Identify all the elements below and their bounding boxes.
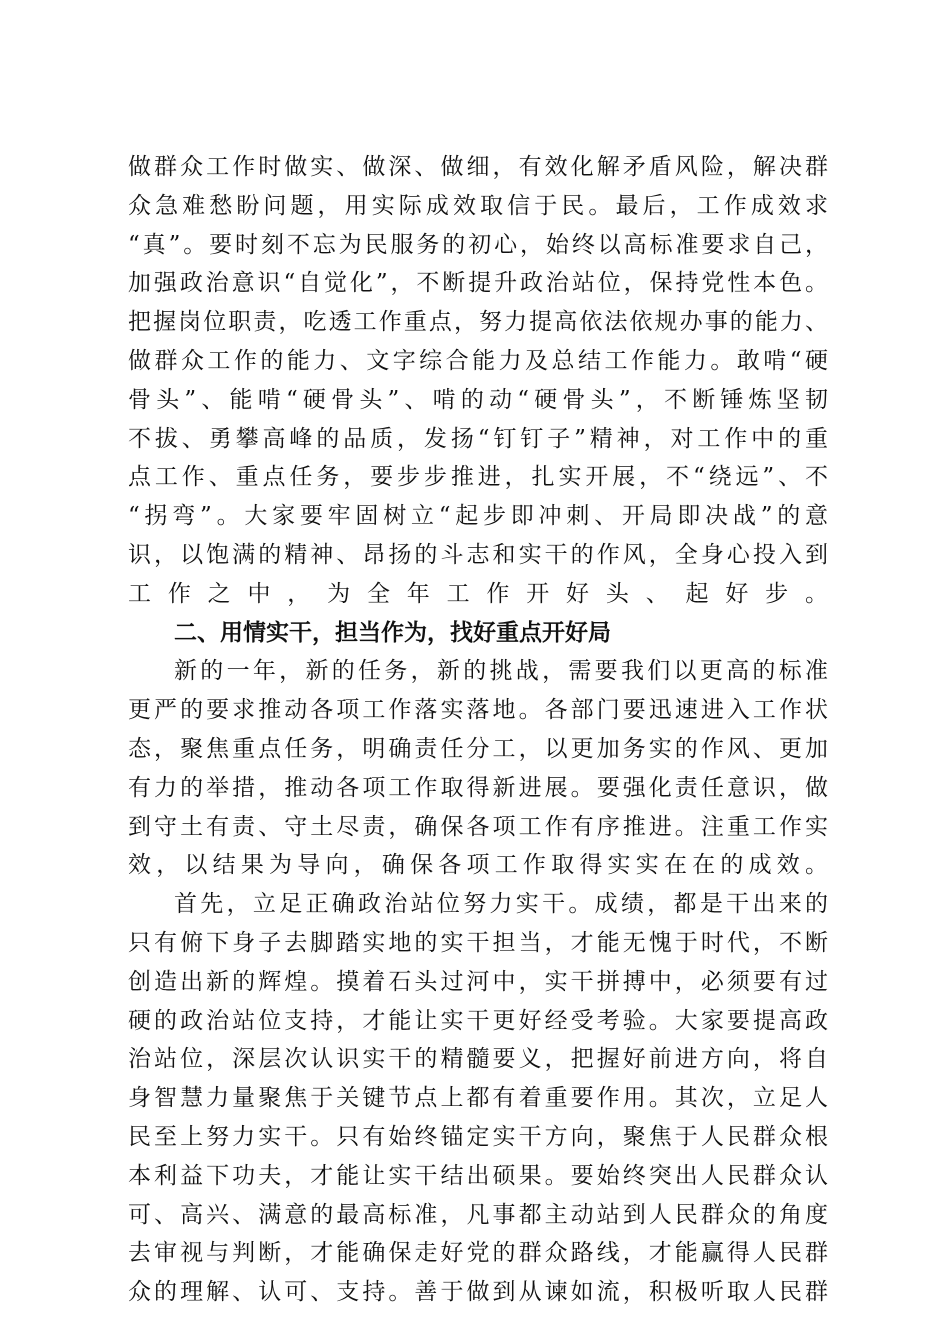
text-line: 众急难愁盼问题，用实际成效取信于民。最后，工作成效求: [128, 192, 833, 219]
text-line: “真”。要时刻不忘为民服务的初心，始终以高标准要求自己，: [128, 231, 831, 258]
text-line: 不拔、勇攀高峰的品质，发扬“钉钉子”精神，对工作中的重: [128, 425, 832, 452]
text-line: 识，以饱满的精神、昂扬的斗志和实干的作风，全身心投入到: [128, 541, 832, 568]
text-line: 态，聚焦重点任务，明确责任分工，以更加务实的作风、更加: [128, 735, 832, 762]
paragraph-new-year: [128, 652, 832, 885]
text-line: “拐弯”。大家要牢固树立“起步即冲刺、开局即决战”的意: [128, 503, 833, 530]
text-line: 新的一年，新的任务，新的挑战，需要我们以更高的标准: [174, 658, 832, 685]
paragraph-first: [128, 885, 832, 1312]
text-line: 点工作、重点任务，要步步推进，扎实开展，不“绕远”、不: [128, 464, 832, 491]
paragraph-continued: [128, 148, 834, 614]
text-line: 效，以结果为导向，确保各项工作取得实实在在的成效。: [128, 852, 828, 879]
section-heading: 二、用情实干，担当作为，找好重点开好局: [174, 619, 611, 646]
text-line: 众的理解、认可、支持。善于做到从谏如流，积极听取人民群: [128, 1279, 832, 1306]
document-body: [128, 148, 834, 1312]
text-line: 本利益下功夫，才能让实干结出硕果。要始终突出人民群众认: [128, 1162, 832, 1189]
text-line: 有力的举措，推动各项工作取得新进展。要强化责任意识，做: [128, 774, 832, 801]
text-line: 把握岗位职责，吃透工作重点，努力提高依法依规办事的能力、: [128, 309, 831, 336]
text-line: 创造出新的辉煌。摸着石头过河中，实干拼搏中，必须要有过: [128, 968, 832, 995]
text-line: 做群众工作时做实、做深、做细，有效化解矛盾风险，解决群: [128, 154, 832, 180]
text-line: 只有俯下身子去脚踏实地的实干担当，才能无愧于时代，不断: [128, 929, 832, 956]
text-line: 加强政治意识“自觉化”，不断提升政治站位，保持党性本色。: [128, 270, 831, 297]
text-line: 工作之中，为全年工作开好头、起好步。: [128, 580, 828, 607]
text-line: 治站位，深层次认识实干的精髓要义，把握好前进方向，将自: [128, 1046, 832, 1073]
text-line: 首先，立足正确政治站位努力实干。成绩，都是干出来的: [174, 891, 832, 918]
text-line: 去审视与判断，才能确保走好党的群众路线，才能赢得人民群: [128, 1240, 832, 1267]
text-line: 硬的政治站位支持，才能让实干更好经受考验。大家要提高政: [128, 1007, 832, 1034]
text-line: 身智慧力量聚焦于关键节点上都有着重要作用。其次，立足人: [128, 1085, 832, 1112]
text-line: 更严的要求推动各项工作落实落地。各部门要迅速进入工作状: [128, 697, 832, 724]
text-line: 民至上努力实干。只有始终锚定实干方向，聚焦于人民群众根: [128, 1123, 832, 1150]
text-line: 做群众工作的能力、文字综合能力及总结工作能力。敢啃“硬: [128, 347, 832, 374]
text-line: 骨头”、能啃“硬骨头”、啃的动“硬骨头”，不断锤炼坚韧: [128, 386, 834, 413]
text-line: 可、高兴、满意的最高标准，凡事都主动站到人民群众的角度: [128, 1201, 832, 1228]
text-line: 到守土有责、守土尽责，确保各项工作有序推进。注重工作实: [128, 813, 832, 840]
